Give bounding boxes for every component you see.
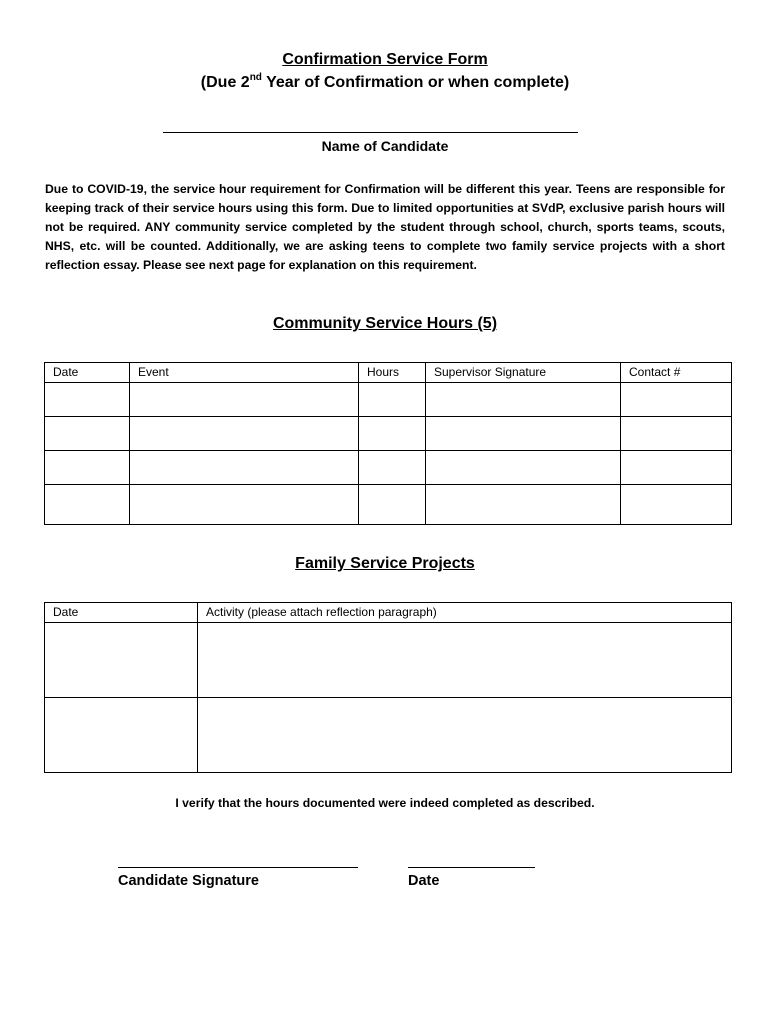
verification-statement: I verify that the hours documented were indeed completed as described. [175, 796, 595, 810]
table-row [45, 417, 732, 451]
form-subtitle: (Due 2nd Year of Confirmation or when complete) [200, 72, 570, 91]
family-section-heading [0, 555, 770, 573]
table-header-row [45, 603, 732, 623]
supervisor-signature-cell[interactable] [426, 451, 621, 485]
hours-cell[interactable] [359, 383, 426, 417]
table-header-row [45, 363, 732, 383]
intro-paragraph: Due to COVID-19, the service hour requirement for Confirmation will be different this year. Teens are responsible for keeping track of their service hours using this form. Due to limited opportunities at SVdP, exclusive parish hours will not be required. ANY community service completed by the student through school, church, sports teams, scouts, NHS, etc. will be counted. Additionally, we are asking teens to complete two family service projects with a short reflection essay. Please see next page for explanation on this requirement. [45, 182, 725, 273]
family-section-title: Family Service Projects [295, 555, 475, 572]
activity-cell[interactable] [198, 623, 732, 698]
supervisor-signature-cell[interactable] [426, 383, 621, 417]
community-section-title: Community Service Hours (5) [272, 315, 498, 332]
table-row [45, 623, 732, 698]
column-header-activity: Activity (please attach reflection paragraph) [198, 603, 732, 623]
hours-cell[interactable] [359, 485, 426, 525]
date-cell[interactable] [45, 451, 130, 485]
column-header-contact: Contact # [621, 363, 732, 383]
date-label: Date [408, 873, 440, 889]
column-header-supervisor-signature: Supervisor Signature [426, 363, 621, 383]
event-cell[interactable] [130, 417, 359, 451]
hours-cell[interactable] [359, 451, 426, 485]
date-cell[interactable] [45, 698, 198, 773]
family-projects-table [44, 602, 732, 773]
community-section-heading [0, 315, 770, 333]
contact-cell[interactable] [621, 451, 732, 485]
date-signature-line[interactable] [408, 855, 535, 868]
candidate-signature-label: Candidate Signature [118, 873, 259, 889]
date-cell[interactable] [45, 417, 130, 451]
candidate-name-label: Name of Candidate [321, 138, 449, 154]
date-cell[interactable] [45, 383, 130, 417]
form-title: Confirmation Service Form [282, 51, 488, 68]
table-row [45, 485, 732, 525]
date-cell[interactable] [45, 485, 130, 525]
table-row [45, 451, 732, 485]
column-header-event: Event [130, 363, 359, 383]
activity-cell[interactable] [198, 698, 732, 773]
supervisor-signature-cell[interactable] [426, 485, 621, 525]
community-hours-table [44, 362, 732, 525]
table-row [45, 383, 732, 417]
contact-cell[interactable] [621, 485, 732, 525]
candidate-signature-line[interactable] [118, 855, 358, 868]
hours-cell[interactable] [359, 417, 426, 451]
event-cell[interactable] [130, 485, 359, 525]
table-row [45, 698, 732, 773]
event-cell[interactable] [130, 451, 359, 485]
event-cell[interactable] [130, 383, 359, 417]
column-header-date: Date [45, 603, 198, 623]
column-header-hours: Hours [359, 363, 426, 383]
column-header-date: Date [45, 363, 130, 383]
supervisor-signature-cell[interactable] [426, 417, 621, 451]
contact-cell[interactable] [621, 417, 732, 451]
contact-cell[interactable] [621, 383, 732, 417]
date-cell[interactable] [45, 623, 198, 698]
candidate-name-line[interactable] [163, 118, 578, 133]
